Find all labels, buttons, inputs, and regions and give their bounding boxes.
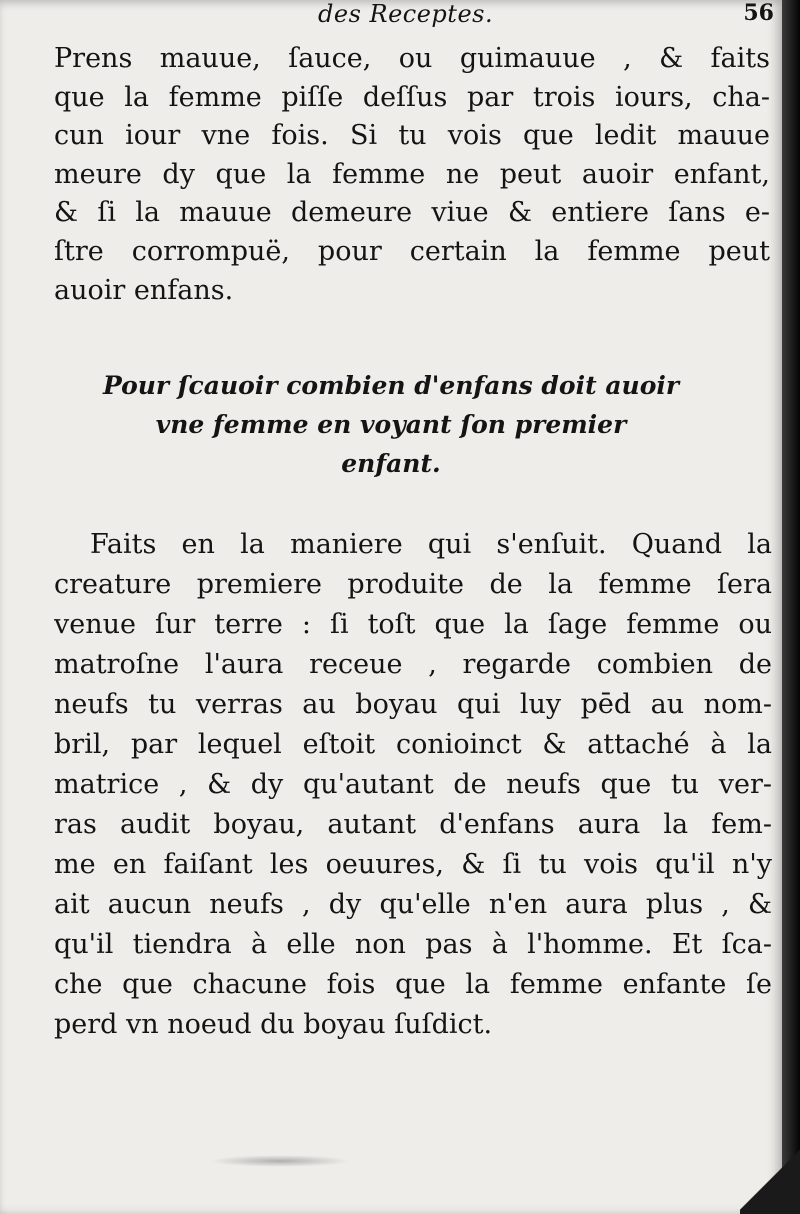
running-title: des Receptes. (318, 0, 494, 28)
text-line: ras audit boyau, autant d'enfans aura la fem- (54, 809, 772, 840)
ink-smudge (210, 1155, 350, 1167)
text-line: venue ſur terre : ſi toſt que la ſage femme ou (54, 609, 772, 640)
text-line: neufs tu verras au boyau qui luy pēd au nom- (54, 689, 772, 720)
text-line: & ſi la mauue demeure viue & entiere ſans e- (54, 197, 770, 229)
paragraph-1 (54, 40, 770, 310)
book-gutter-edge (782, 0, 800, 1214)
text-line: auoir enfans. (54, 274, 234, 306)
text-line: matroſne l'aura receue , regarde combien de (54, 649, 772, 680)
text-line: matrice , & dy qu'autant de neufs que tu ver- (54, 769, 772, 800)
text-line: che que chacune fois que la femme enfante ſe (54, 969, 772, 1000)
paragraph-2 (54, 525, 772, 1045)
text-line: ſtre corrompuë, pour certain la femme peut (54, 235, 770, 267)
text-line: ait aucun neufs , dy qu'elle n'en aura plus , & (54, 889, 772, 920)
text-line: bril, par lequel eſtoit conioinct & attaché à la (54, 729, 772, 760)
text-line: meure dy que la femme ne peut auoir enfant, (54, 158, 770, 190)
text-line: perd vn noeud du boyau ſuſdict. (54, 1009, 493, 1040)
section-heading (0, 366, 782, 483)
running-head (0, 0, 782, 36)
heading-line: vne femme en voyant ſon premier (155, 410, 627, 439)
text-line: cun iour vne fois. Si tu vois que ledit mauue (54, 120, 770, 152)
heading-line: enfant. (341, 449, 441, 478)
heading-line: Pour ſcauoir combien d'enfans doit auoir (102, 371, 680, 400)
text-line: creature premiere produite de la femme ſera (54, 569, 772, 600)
text-line: que la femme piſſe deſſus par trois iours, cha- (54, 81, 770, 113)
page-corner-fold (740, 1144, 800, 1214)
text-line: me en faiſant les oeuures, & ſi tu vois qu'il n'y (54, 849, 772, 880)
text-line: Faits en la maniere qui s'enſuit. Quand la (90, 529, 772, 560)
page-number: 56 (743, 0, 774, 26)
text-line: Prens mauue, ſauce, ou guimauue , & faits (54, 43, 770, 74)
text-line: qu'il tiendra à elle non pas à l'homme. Et ſca- (54, 929, 772, 960)
